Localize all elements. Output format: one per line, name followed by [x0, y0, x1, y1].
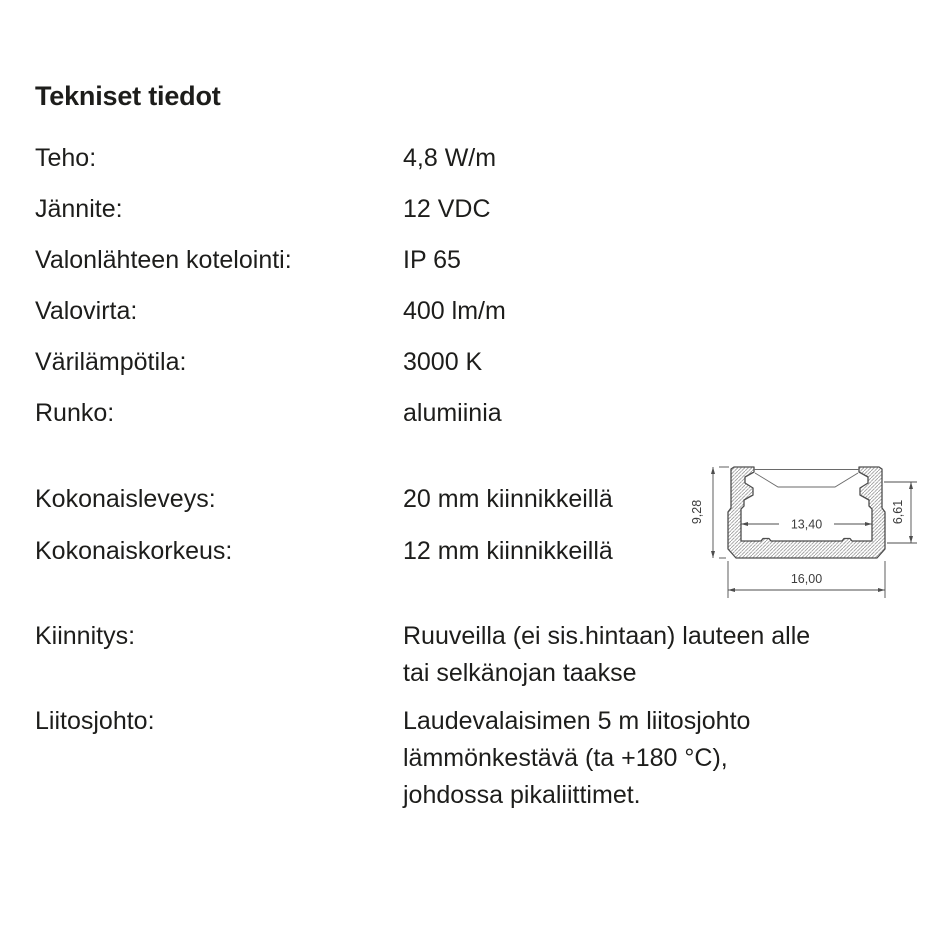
spec-value-line: Laudevalaisimen 5 m liitosjohto	[403, 707, 751, 735]
spec-label: Valonlähteen kotelointi:	[35, 246, 292, 274]
spec-value: 3000 K	[403, 348, 483, 376]
spec-value-line: lämmönkestävä (ta +180 °C),	[403, 744, 728, 772]
spec-row-jannite	[35, 191, 930, 228]
spec-row-runko	[35, 395, 930, 432]
profile-body-outline	[728, 467, 885, 558]
spec-label: Värilämpötila:	[35, 348, 187, 376]
spec-label: Kokonaiskorkeus:	[35, 537, 233, 565]
spec-value: IP 65	[403, 246, 461, 274]
spec-value: 4,8 W/m	[403, 144, 497, 172]
spec-label: Kokonaisleveys:	[35, 485, 216, 513]
spec-row-varilampotila	[35, 344, 930, 381]
spec-value: 400 lm/m	[403, 297, 506, 325]
spec-value	[403, 618, 930, 692]
spec-value-line: tai selkänojan taakse	[403, 659, 637, 687]
spec-row-kotelointi	[35, 242, 930, 279]
spec-value: 20 mm kiinnikkeillä	[403, 485, 613, 513]
spec-label: Valovirta:	[35, 297, 138, 325]
cover-lines	[754, 470, 859, 488]
spec-value-line: Ruuveilla (ei sis.hintaan) lauteen alle	[403, 622, 811, 650]
spec-value: alumiinia	[403, 399, 502, 427]
spec-row-valovirta	[35, 293, 930, 330]
dimension-label-inner-width: 13,40	[790, 517, 823, 532]
spec-value	[403, 703, 930, 814]
dimension-label-right-height: 6,61	[891, 499, 905, 525]
spec-value: 12 mm kiinnikkeillä	[403, 537, 613, 565]
profile-cross-section-diagram	[675, 450, 925, 600]
spec-label: Kiinnitys:	[35, 622, 136, 650]
dimension-label-total-width: 16,00	[790, 572, 823, 586]
page-title: Tekniset tiedot	[35, 81, 221, 111]
spec-row-teho	[35, 140, 930, 177]
spec-label: Teho:	[35, 144, 97, 172]
spec-label: Liitosjohto:	[35, 707, 155, 735]
spec-label: Runko:	[35, 399, 115, 427]
spec-value-line: johdossa pikaliittimet.	[403, 781, 641, 809]
spec-row-liitosjohto	[35, 703, 930, 814]
dimension-total-height	[711, 467, 729, 558]
spec-value: 12 VDC	[403, 195, 491, 223]
dimension-label-total-height: 9,28	[690, 499, 704, 525]
spec-label: Jännite:	[35, 195, 123, 223]
spec-row-kiinnitys	[35, 618, 930, 692]
